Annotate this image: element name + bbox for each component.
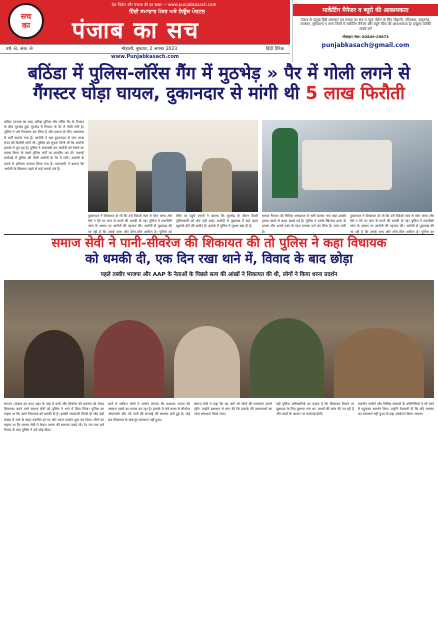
logo-text-line2: का: [21, 21, 31, 30]
section-divider: [4, 234, 434, 235]
photo-crowd: [334, 328, 424, 398]
story2-column-4: वहीं पुलिस अधिकारियों का कहना है कि शिकायत मिलने पर पूछताछ के लिए बुलाया गया था। मामले की जांच की जा रही है और तथ्यों के आधार पर कार्रवाई होगी।: [276, 402, 354, 417]
story1-headline-text: बठिंडा में पुलिस-लॉरेंस गैंग में मुठभेड़ » पैर में गोली लगने से गैंगस्टर घोड़ा घायल, दुकानदार से मांगी थी: [27, 64, 411, 104]
edition-number: वर्ष -8, अंक -9: [6, 47, 33, 52]
sub-tagline: ਹਿੰਦੀ ਸਮਾਚਾਰ ਪੱਤਰ ਅਤੇ ਨਿਊਜ਼ ਪੋਰਟਲ: [129, 9, 205, 15]
website-link[interactable]: www.Punjabkasach.com: [111, 54, 179, 60]
photo-crowd: [24, 330, 84, 398]
story2-subheadline: पहले तस्वीर भाजपा और AAP के नेताओं के पिछले सत्य की आंखों ने शिकायत की थी, लोगों ने किया धरना प्रदर्शन: [100, 272, 338, 278]
story1-headline[interactable]: [4, 64, 434, 120]
newspaper-title: पंजाब का सच: [72, 17, 200, 44]
story1-column-1: बठिंडा (पंजाब का सच) बठिंडा पुलिस और लॉरेंस गैंग के गैंगस्टर के बीच मुठभेड़ हुई। मुठभेड़ में गैंगस्टर के पैर में गोली लगी है। पुलिस ने उसे गिरफ्तार कर लिया है और इलाज के लिए अस्पताल में भर्ती कराया गया है। आरोपी ने एक दुकानदार से पांच लाख रुपए की फिरौती मांगी थी। पुलिस को सूचना मिली थी कि आरोपी इलाके में घूम रहा है। पुलिस ने नाकाबंदी कर आरोपी को रोकने का प्रयास किया तो उसने पुलिस पार्टी पर फायरिंग कर दी। जवाबी कार्रवाई में पुलिस की गोली आरोपी के पैर में लगी। आरोपी के कब्जे से हथियार बरामद किया गया है। एसएसपी ने बताया कि आरोपी के खिलाफ पहले से कई मामले दर्ज हैं।: [4, 120, 84, 171]
story2-column-5: स्थानीय पार्षदों और विभिन्न संगठनों के प्रतिनिधियों ने भी धरने में पहुंचकर समर्थन दिया। उन्होंने चेतावनी दी कि यदि समस्या का समाधान नहीं हुआ तो बड़ा आंदोलन किया जाएगा।: [358, 402, 434, 417]
issue-date: मोहाली, बुधवार, 2 अगस्त 2023: [121, 47, 178, 52]
story1-column-5: दुकानदार ने शिकायत दी थी कि उसे विदेशी नंबर से फोन आया और पैसे न देने पर जान से मारने की धमकी दी गई। पुलिस ने तकनीकी जांच के आधार पर आरोपी की पहचान की। आरोपी से पूछताछ की जा रही है कि उसके साथ और कौन-कौन शामिल है। पुलिस का: [350, 214, 434, 234]
story1-column-4: घायल गैंगस्टर को सिविल अस्पताल में भर्ती कराया गया जहां उसकी हालत खतरे से बाहर बताई गई है। पुलिस ने उसके खिलाफ हत्या के प्रयास और आर्म्स एक्ट के तहत मामला दर्ज कर लिया है। जांच जारी है।: [262, 214, 346, 234]
logo-text-line1: सच: [20, 12, 32, 21]
ad-body: पंजाब के प्रमुख हिंदी समाचार पत्र पंजाब का सच व न्यूज पोर्टल के लिए मोहाली, पटियाला, अमृतसर, जालंधर, लुधियाना व अन्य जिलों में मार्केटिंग मैनेजर और ब्यूरो चीफ की आवश्यकता है। इच्छुक व्यक्ति संपर्क करें: [300, 18, 431, 31]
story2-headline-line1: समाज सेवी ने पानी-सीवरेज की शिकायत की तो पुलिस ने कहा विधायक: [51, 236, 387, 251]
story1-column-3: मौके पर पहुंचे एसपी ने बताया कि मुठभेड़ के दौरान किसी पुलिसकर्मी को चोट नहीं आई। आरोपी से पूछताछ में कई अहम खुलासे होने की उम्मीद है। इलाके में पुलिस ने सुरक्षा बढ़ा दी है।: [176, 214, 258, 229]
story1-photo-hospital: [262, 120, 432, 212]
story2-column-3: समाज सेवी ने कहा कि वह आगे भी लोगों की समस्याएं उठाते रहेंगे। उन्होंने प्रशासन से मांग की कि इलाके की समस्याओं का जल्द समाधान किया जाए।: [194, 402, 272, 417]
dateline: [0, 44, 290, 54]
photo-crowd: [94, 320, 164, 398]
photo-person: [152, 152, 186, 212]
photo-person: [108, 160, 136, 212]
photo-person: [272, 128, 298, 198]
story2-photo-protest: [4, 280, 434, 398]
recruitment-ad: [292, 0, 438, 62]
paper-type: हिंदी दैनिक: [265, 47, 284, 52]
photo-bed: [302, 140, 392, 190]
story2-headline-line2-highlight: एक दिन रखा थाने में, विवाद के बाद छोड़ा: [155, 252, 353, 267]
top-tagline: देश विदेश और पंजाब की हर खबर — www.punjabkasach.com: [111, 2, 217, 7]
photo-person: [202, 158, 232, 212]
story2-headline-line2: को धमकी दी,: [85, 252, 151, 267]
logo: [8, 3, 44, 39]
story2-column-2: धरने में शामिल लोगों ने आरोप लगाया कि प्रशासन जनता की आवाज दबाने का प्रयास कर रहा है। इलाके में लंबे समय से सीवरेज ओवरफ्लो और गंदे पानी की सप्लाई की समस्या बनी हुई है। कई बार शिकायत के बावजूद समाधान नहीं हुआ।: [108, 402, 190, 422]
story2-headline[interactable]: [4, 236, 434, 270]
story2-column-1: संगरूर (पंजाब का सच) शहर के वार्ड में पानी और सीवरेज की समस्या को लेकर शिकायत करने वाले समाज सेवी को पुलिस ने थाने में बिठा लिया। पुलिस का कहना था कि उसने विधायक को धमकी दी है। इसकी जानकारी मिलते ही लोग बड़ी संख्या में थाने के बाहर एकत्रित हो गए और धरना प्रदर्शन शुरू कर दिया। लोगों का कहना था कि समाज सेवी ने केवल जनता की समस्या उठाई थी। देर रात तक चले विवाद के बाद पुलिस ने उसे छोड़ दिया।: [4, 402, 104, 433]
masthead: [0, 0, 438, 62]
photo-crowd: [174, 326, 240, 398]
ad-phone: मोबाइल नंबर: 82849-25673: [342, 35, 389, 40]
story1-column-2: दुकानदार ने शिकायत दी थी कि उसे विदेशी नंबर से फोन आया और पैसे न देने पर जान से मारने की धमकी दी गई। पुलिस ने तकनीकी जांच के आधार पर आरोपी की पहचान की। आरोपी से पूछताछ की जा रही है कि उसके साथ और कौन-कौन शामिल है। पुलिस का: [88, 214, 172, 234]
ad-heading: मार्केटिंग मैनेजर व ब्यूरो की आवश्यकता: [293, 4, 438, 16]
ad-email[interactable]: punjabkasach@gmail.com: [321, 41, 410, 49]
photo-crowd: [250, 318, 324, 398]
story1-headline-highlight: 5 लाख फिरौती: [305, 84, 405, 104]
story1-photo-press-conference: [88, 120, 258, 212]
